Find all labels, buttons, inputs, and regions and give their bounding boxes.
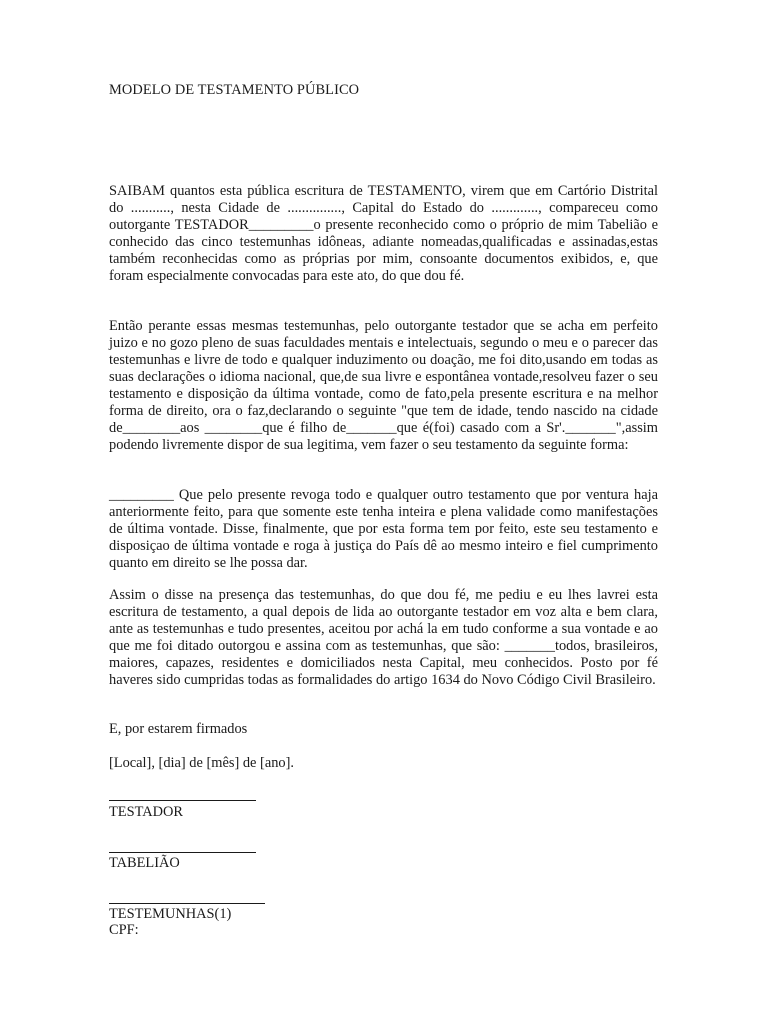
cpf-label: CPF: (109, 922, 139, 938)
signature-rule-testemunhas (109, 903, 265, 904)
paragraph-declaration: Então perante essas mesmas testemunhas, pelo outorgante testador que se acha em perfeito juizo e no gozo pleno de suas faculdades mentais e intelectuais, segundo o meu e o parecer das testemunhas e livre de todo e qualquer induzimento ou doação, me foi dito,usando em todas as suas declarações o idioma nacional, que,de sua livre e espontânea vontade,resolveu fazer o seu testamento e disposição da última vontade, como de fato,pela presente escritura e na melhor forma de direito, ora o faz,declarando o seguinte "que tem de idade, tendo nascido na cidade de________aos ________que é filho de_______que é(foi) casado com a Sr'._______",assim podendo livremente dispor de sua legitima, vem fazer o seu testamento da seguinte forma: (109, 318, 658, 453)
signature-label-testemunhas: TESTEMUNHAS(1) (109, 906, 232, 922)
paragraph-preamble: SAIBAM quantos esta pública escritura de TESTAMENTO, virem que em Cartório Distrital do ..........., nesta Cidade de ..............., Capital do Estado do ............., compareceu como outorgante TESTADOR_________o presente reconhecido como o próprio de mim Tabelião e conhecido das cinco testemunhas idôneas, adiante nomeadas,qualificadas e assinadas,estas também reconhecidas como as próprias por mim, consoante documentos exibidos, e, que foram especialmente convocadas para este ato, do que dou fé. (109, 183, 658, 284)
signature-rule-tabeliao (109, 852, 256, 853)
date-line: [Local], [dia] de [mês] de [ano]. (109, 755, 294, 771)
signature-rule-testador (109, 800, 256, 801)
signature-label-testador: TESTADOR (109, 804, 183, 820)
signature-label-tabeliao: TABELIÃO (109, 855, 180, 871)
document-title: MODELO DE TESTAMENTO PÚBLICO (109, 82, 360, 98)
closing-line: E, por estarem firmados (109, 721, 248, 737)
paragraph-revocation: _________ Que pelo presente revoga todo e qualquer outro testamento que por ventura haja anteriormente feito, para que somente este tenha inteira e plena validade como manifestações de última vontade. Disse, finalmente, que por esta forma tem por feito, este seu testamento e disposiçao de última vontade e roga à justiça do País dê ao mesmo inteiro e fiel cumprimento quanto em direito se lhe possa dar. (109, 487, 658, 571)
paragraph-attestation: Assim o disse na presença das testemunhas, do que dou fé, me pediu e eu lhes lavrei esta escritura de testamento, a qual depois de lida ao outorgante testador em voz alta e bem clara, ante as testemunhas e tudo presentes, aceitou por achá la em tudo conforme a sua vontade e ao que me foi ditado outorgou e assina com as testemunhas, que são: _______todos, brasileiros, maiores, capazes, residentes e domiciliados nesta Capital, meu conhecidos. Posto por fé haveres sido cumpridas todas as formalidades do artigo 1634 do Novo Código Civil Brasileiro. (109, 587, 658, 688)
